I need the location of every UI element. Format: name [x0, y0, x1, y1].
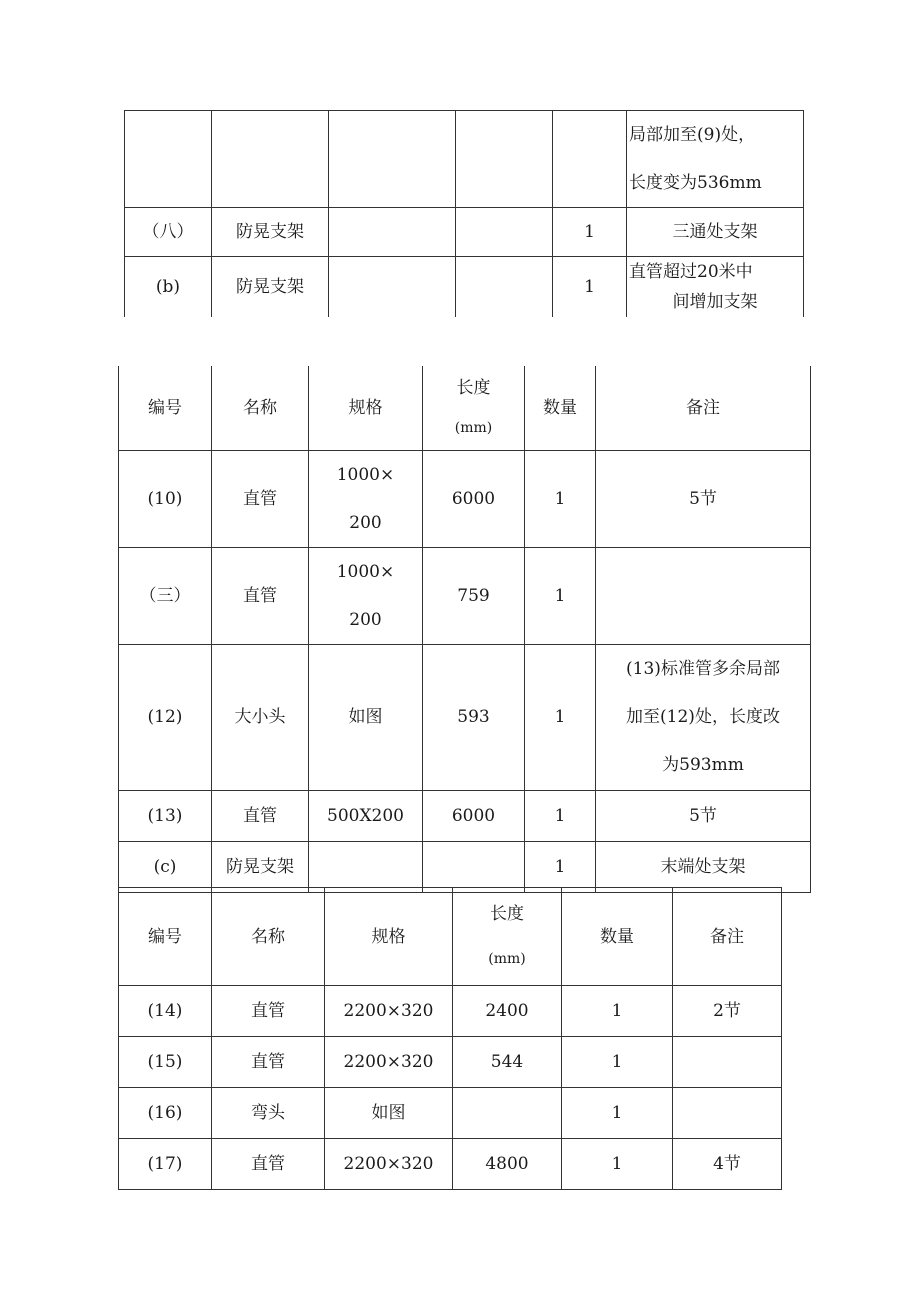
cell-length: 4800	[453, 1139, 562, 1190]
cell-spec	[309, 450, 423, 547]
table-row	[119, 1139, 782, 1190]
cell-qty: 1	[562, 1139, 673, 1190]
cell-no: (14)	[119, 986, 212, 1037]
cell-qty: 1	[562, 1037, 673, 1088]
spec-line: 200	[349, 609, 382, 630]
cell-no: （三）	[119, 547, 212, 644]
cell-length	[453, 1088, 562, 1139]
cell-no: (b)	[125, 257, 212, 318]
header-name: 名称	[212, 888, 325, 986]
cell-qty: 1	[525, 841, 596, 892]
cell-note: 5节	[596, 790, 811, 841]
cell-no: (16)	[119, 1088, 212, 1139]
cell-qty: 1	[525, 450, 596, 547]
table-header-row	[119, 888, 782, 986]
header-length-line: 长度	[490, 903, 524, 924]
pipe-table-continuation	[124, 110, 804, 317]
cell-note: 末端处支架	[596, 841, 811, 892]
cell-spec	[309, 547, 423, 644]
note-line: 局部加至(9)处，	[629, 125, 756, 145]
cell-note	[627, 257, 804, 318]
cell-note	[673, 1037, 782, 1088]
cell-no: (13)	[119, 790, 212, 841]
cell-name: 直管	[212, 450, 309, 547]
cell-length: 2400	[453, 986, 562, 1037]
table-row	[119, 1037, 782, 1088]
table-row	[119, 450, 811, 547]
cell-note: 三通处支架	[627, 208, 804, 257]
cell-length	[423, 841, 525, 892]
header-note: 备注	[596, 366, 811, 450]
header-length-line: (mm)	[488, 950, 526, 967]
cell-note	[673, 1088, 782, 1139]
table-row	[125, 257, 804, 318]
cell-name: 直管	[212, 1139, 325, 1190]
cell-qty: 1	[525, 644, 596, 790]
cell-spec	[329, 257, 456, 318]
cell-spec: 2200×320	[325, 1139, 453, 1190]
table-row	[119, 986, 782, 1037]
cell-qty: 1	[562, 1088, 673, 1139]
table-row	[119, 547, 811, 644]
cell-note	[596, 547, 811, 644]
cell-spec: 2200×320	[325, 986, 453, 1037]
cell-qty: 1	[553, 257, 627, 318]
header-qty: 数量	[525, 366, 596, 450]
cell-no: （八）	[125, 208, 212, 257]
note-line: 加至(12)处，长度改	[626, 707, 780, 727]
cell-length: 544	[453, 1037, 562, 1088]
header-spec: 规格	[325, 888, 453, 986]
cell-spec	[329, 111, 456, 208]
cell-name: 弯头	[212, 1088, 325, 1139]
cell-note	[596, 644, 811, 790]
table-header-row	[119, 366, 811, 450]
cell-note: 4节	[673, 1139, 782, 1190]
cell-length: 6000	[423, 450, 525, 547]
cell-length	[456, 111, 553, 208]
cell-qty: 1	[562, 986, 673, 1037]
cell-no: (10)	[119, 450, 212, 547]
cell-qty: 1	[553, 208, 627, 257]
cell-no: (c)	[119, 841, 212, 892]
table-row	[125, 208, 804, 257]
note-line: 长度变为536mm	[629, 173, 762, 193]
cell-name: 防晃支架	[212, 257, 329, 318]
header-length-line: 长度	[456, 377, 491, 398]
cell-name: 直管	[212, 547, 309, 644]
cell-no	[125, 111, 212, 208]
cell-length	[456, 257, 553, 318]
cell-length: 6000	[423, 790, 525, 841]
cell-qty: 1	[525, 547, 596, 644]
header-qty: 数量	[562, 888, 673, 986]
cell-name: 防晃支架	[212, 841, 309, 892]
pipe-table-3	[118, 887, 782, 1190]
header-length-line: (mm)	[454, 419, 493, 436]
cell-spec: 500X200	[309, 790, 423, 841]
cell-length	[456, 208, 553, 257]
note-line: 间增加支架	[672, 292, 758, 312]
table-row	[119, 841, 811, 892]
cell-name: 直管	[212, 986, 325, 1037]
cell-no: (17)	[119, 1139, 212, 1190]
cell-name: 直管	[212, 1037, 325, 1088]
cell-no: (12)	[119, 644, 212, 790]
cell-length: 759	[423, 547, 525, 644]
cell-qty	[553, 111, 627, 208]
table-row	[119, 790, 811, 841]
header-name: 名称	[212, 366, 309, 450]
pipe-table-2	[118, 366, 811, 893]
table-row	[119, 1088, 782, 1139]
header-no: 编号	[119, 888, 212, 986]
cell-qty: 1	[525, 790, 596, 841]
spec-line: 1000×	[336, 464, 395, 485]
header-spec: 规格	[309, 366, 423, 450]
cell-note: 5节	[596, 450, 811, 547]
table-row	[125, 111, 804, 208]
cell-spec: 2200×320	[325, 1037, 453, 1088]
header-no: 编号	[119, 366, 212, 450]
cell-spec	[329, 208, 456, 257]
cell-spec: 如图	[325, 1088, 453, 1139]
cell-note: 2节	[673, 986, 782, 1037]
cell-note	[627, 111, 804, 208]
header-length	[453, 888, 562, 986]
note-line: 为593mm	[662, 755, 744, 775]
cell-name: 直管	[212, 790, 309, 841]
cell-name: 防晃支架	[212, 208, 329, 257]
cell-name: 大小头	[212, 644, 309, 790]
cell-name	[212, 111, 329, 208]
header-length	[423, 366, 525, 450]
cell-spec: 如图	[309, 644, 423, 790]
note-line: (13)标准管多余局部	[626, 659, 780, 679]
spec-line: 1000×	[336, 561, 395, 582]
header-note: 备注	[673, 888, 782, 986]
cell-spec	[309, 841, 423, 892]
note-line: 直管超过20米中	[629, 262, 753, 282]
spec-line: 200	[349, 512, 382, 533]
cell-no: (15)	[119, 1037, 212, 1088]
cell-length: 593	[423, 644, 525, 790]
table-row	[119, 644, 811, 790]
